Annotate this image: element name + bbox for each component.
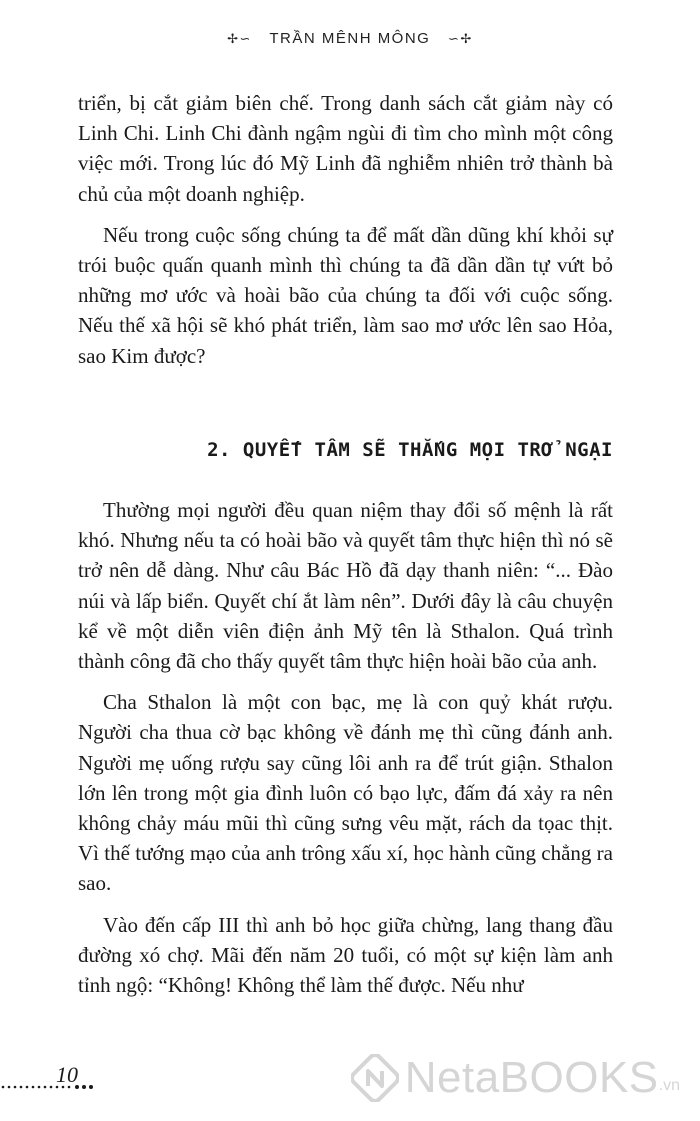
ornament-right-icon: ∽✢ — [448, 31, 473, 47]
netabooks-logo-icon — [351, 1054, 399, 1102]
page-number: 10 — [56, 1062, 78, 1087]
paragraph: Nếu trong cuộc sống chúng ta để mất dần dũng khí khỏi sự trói buộc quấn quanh mình thì chúng ta đã dần dần tự vứt bỏ những mơ ước và hoài bão của chúng ta đối với cuộc sống. Nếu thế xã hội sẽ khó phát triển, làm sao mơ ước lên sao Hỏa, sao Kim được? — [78, 222, 613, 368]
running-header — [0, 30, 700, 47]
footer-dots-icon — [0, 1084, 95, 1090]
watermark — [351, 1053, 680, 1103]
watermark-suffix: .vn — [658, 1077, 680, 1094]
paragraph: Thường mọi người đều quan niệm thay đổi số mệnh là rất khó. Nhưng nếu ta có hoài bão và quyết tâm thực hiện thì nó sẽ trở nên dễ dàng. Như câu Bác Hồ đã dạy thanh niên: “... Đào núi và lấp biển. Quyết chí ắt làm nên”. Dưới đây là câu chuyện kể về một diễn viên điện ảnh Mỹ tên là Sthalon. Quá trình thành công đã cho thấy quyết tâm thực hiện hoài bão của anh. — [78, 498, 613, 674]
paragraph: triển, bị cắt giảm biên chế. Trong danh sách cắt giảm này có Linh Chi. Linh Chi đành ngậm ngùi đi tìm cho mình một công việc mới. Trong lúc đó Mỹ Linh đã nghiễm nhiên trở thành bà chủ của một doanh nghiệp. — [78, 91, 613, 206]
watermark-brand: NetaBOOKS — [404, 1053, 659, 1102]
paragraph: Cha Sthalon là một con bạc, mẹ là con quỷ khát rượu. Người cha thua cờ bạc không về đánh mẹ thì cũng đánh anh. Người mẹ uống rượu say cũng lôi anh ra để trút giận. Sthalon lớn lên trong một gia đình luôn có bạo lực, đấm đá xảy ra nên không chảy máu mũi thì cũng sưng vêu mặt, rách da tọac thịt. Vì thế tướng mạo của anh trông xấu xí, học hành cũng chẳng ra sao. — [78, 690, 613, 896]
body-text — [78, 88, 613, 1011]
section-heading: 2. QUYẾT TÂM SẼ THẮNG MỌI TRỞ NGẠI — [207, 438, 613, 461]
ornament-left-icon: ✢∽ — [227, 31, 252, 47]
header-title: TRẦN MÊNH MÔNG — [269, 30, 431, 47]
paragraph: Vào đến cấp III thì anh bỏ học giữa chừng, lang thang đầu đường xó chợ. Mãi đến năm 20 tuổi, có một sự kiện làm anh tỉnh ngộ: “Không! Không thể làm thế được. Nếu như — [78, 912, 613, 998]
